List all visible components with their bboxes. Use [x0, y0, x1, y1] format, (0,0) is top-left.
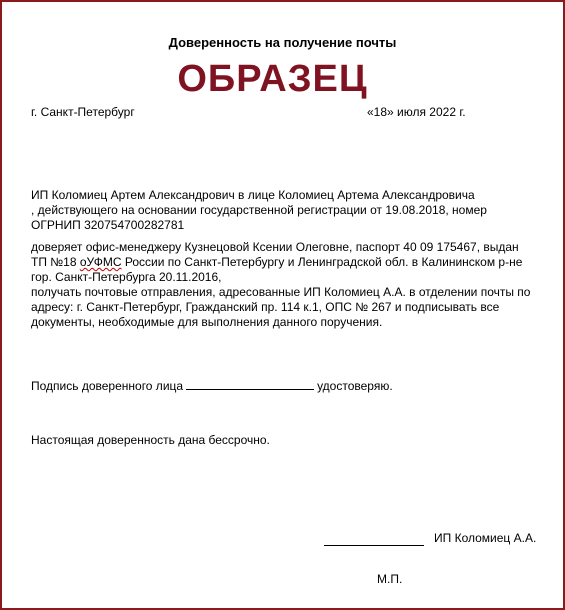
authorization-paragraph [31, 240, 541, 330]
footer-signature-blank [324, 545, 424, 546]
ufms-spellcheck-word: оУФМС [79, 255, 122, 269]
authorization-line-5: адресу: г. Санкт-Петербург, Гражданский пр. 114 к.1, ОПС № 267 и подписывать все [31, 300, 500, 314]
authorization-line-2 [31, 255, 541, 270]
authorization-line-3: гор. Санкт-Петербурга 20.11.2016, [31, 270, 222, 284]
validity-statement: Настоящая доверенность дана бессрочно. [31, 433, 270, 447]
document-city: г. Санкт-Петербург [31, 105, 135, 119]
sample-stamp: ОБРАЗЕЦ [177, 58, 368, 100]
signature-blank [186, 378, 314, 390]
authorization-line-2-prefix: ТП №18 [31, 255, 80, 269]
signature-suffix: удостоверяю. [317, 379, 393, 393]
signature-line [31, 378, 393, 393]
authorization-line-1: доверяет офис-менеджеру Кузнецовой Ксении Олеговне, паспорт 40 09 175467, выдан [31, 240, 519, 254]
principal-paragraph [31, 188, 541, 233]
signature-prefix: Подпись доверенного лица [31, 379, 184, 393]
document-date: «18» июля 2022 г. [367, 105, 466, 119]
authorization-line-6: документы, необходимые для выполнения данного поручения. [31, 315, 383, 329]
principal-line-3: ОГРНИП 320754700282781 [31, 218, 185, 232]
principal-line-2: , действующего на основании государственной регистрации от 19.08.2018, номер [31, 203, 487, 217]
document-title: Доверенность на получение почты [168, 35, 397, 50]
footer-principal-name: ИП Коломиец А.А. [434, 531, 537, 545]
authorization-line-4: получать почтовые отправления, адресованные ИП Коломиец А.А. в отделении почты по [31, 285, 531, 299]
authorization-line-2-suffix: России по Санкт-Петербургу и Ленинградской обл. в Калининском р-не [121, 255, 523, 269]
seal-placeholder: М.П. [377, 572, 403, 586]
principal-line-1: ИП Коломиец Артем Александрович в лице Коломиец Артема Александровича [31, 188, 475, 202]
